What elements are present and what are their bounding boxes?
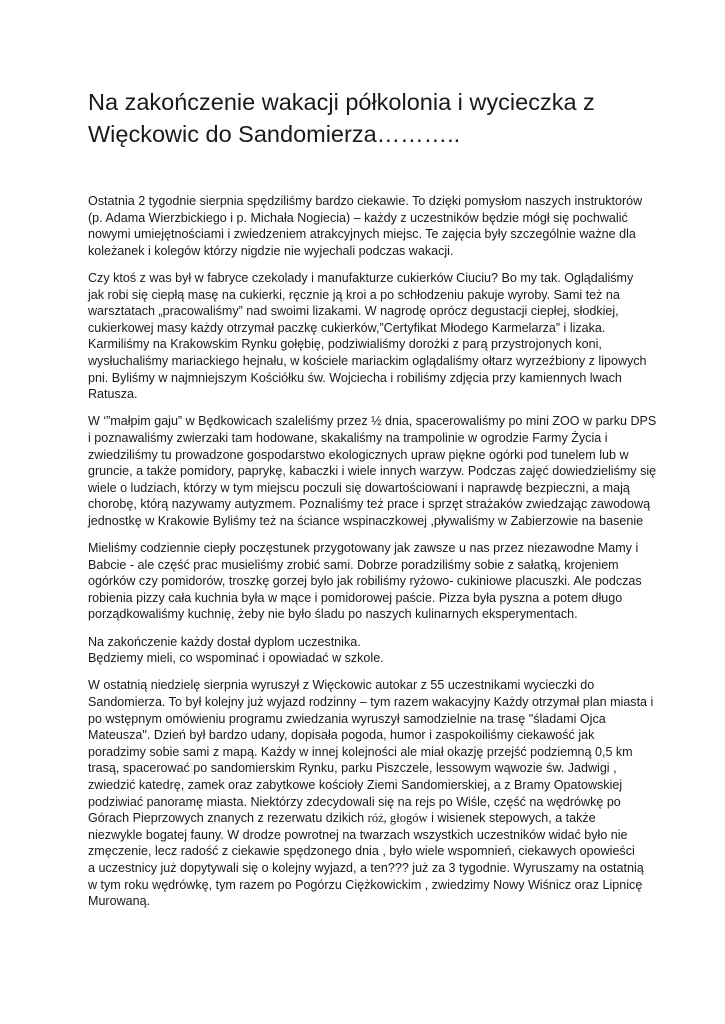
- text-line: zwiedziliśmy tu prowadzone gospodarstwo ekologicznych upraw piękne ogórki pod tunelem lub w: [88, 447, 629, 462]
- text-line: chorobę, którą nazywamy autyzmem. Poznaliśmy też prace i sprzęt strażaków zwiedzając zawodową: [88, 497, 651, 512]
- text-line: porządkowaliśmy kuchnię, żeby nie było śladu po naszych kulinarnych eksperymentach.: [88, 607, 578, 622]
- text-line: W ostatnią niedzielę sierpnia wyruszył z Więckowic autokar z 55 uczestnikami wycieczki do: [88, 678, 595, 693]
- text-line: zmęczenie, lecz radość z ciekawie spędzonego dnia , było wiele wspomnień, ciekawych opowieści: [88, 844, 635, 859]
- text-line: warsztatach „pracowaliśmy” nad swoimi lizakami. W nagrodę oprócz degustacji ciepłej, słodkiej,: [88, 304, 619, 319]
- text-line: W ‘”małpim gaju” w Będkowicach szaleliśmy przez ½ dnia, spacerowaliśmy po mini ZOO w parku DPS: [88, 414, 657, 429]
- text-line: Karmiliśmy na Krakowskim Rynku gołębię, podziwialiśmy dorożki z parą przystrojonych koni,: [88, 337, 602, 352]
- text-line: wysłuchaliśmy mariackiego hejnału, w kościele mariackim oglądaliśmy ołtarz wyrzeźbiony z lipowych: [88, 353, 647, 368]
- text-line: Babcie - ale część prac musieliśmy zrobić sami. Dobrze poradziliśmy sobie z sałatką, krojeniem: [88, 557, 619, 572]
- text-line: cukierkowej masy każdy otrzymał paczkę cukierków,”Certyfikat Młodego Karmelarza” i lizaka.: [88, 320, 606, 335]
- paragraph: [88, 413, 657, 529]
- text-line: robienia pizzy cała kuchnia była w mące i pomidorowej paście. Pizza była pyszna a potem długo: [88, 590, 623, 605]
- text-line: nowymi umiejętnościami i zwiedzeniem atrakcyjnych miejsc. Te zajęcia były szczególnie ważne dla: [88, 227, 636, 242]
- text-line: niezwykle bogatej fauny. W drodze powrotnej na twarzach wszystkich uczestników widać było nie: [88, 827, 628, 842]
- document-body: [88, 193, 657, 920]
- text-line: Murowaną.: [88, 894, 151, 909]
- text-line: pni. Byliśmy w najmniejszym Kościółku św. Wojciecha i robiliśmy zdjęcia przy kamiennych lwach: [88, 370, 622, 385]
- text-line: Sandomierza. To był kolejny już wyjazd rodzinny – tym razem wakacyjny Każdy otrzymał plan miasta i: [88, 695, 654, 709]
- text-line: poradzimy sobie sami z mapą. Każdy w innej kolejności ale miał okazję przejść podziemną 0,5 km: [88, 744, 633, 759]
- text-line: gruncie, a także pomidory, paprykę, kabaczki i wiele innych warzyw. Podczas zajęć dowiedzieliśmy się: [88, 464, 657, 479]
- text-line: Czy ktoś z was był w fabryce czekolady i manufakturze cukierków Ciuciu? Bo my tak. Oglądaliśmy: [88, 270, 634, 285]
- text-line: Mieliśmy codziennie ciepły poczęstunek przygotowany jak zawsze u nas przez niezawodne Mamy i: [88, 541, 639, 556]
- paragraph: [88, 193, 644, 259]
- paragraph: [88, 540, 644, 623]
- text-line: podziwiać panoramę miasta. Niektórzy zdecydowali się na rejs po Wiśle, część na wędrówkę po: [88, 794, 621, 809]
- text-line: Będziemy mieli, co wspominać i opowiadać w szkole.: [88, 651, 384, 666]
- title-line: Na zakończenie wakacji półkolonia i wycieczka z: [88, 89, 595, 115]
- text-line: jak robi się ciepłą masę na cukierki, ręcznie ją kroi a po schłodzeniu pakuje wyroby. Sami też na: [88, 287, 620, 302]
- text-line: i poznawaliśmy zwierzaki tam hodowane, skakaliśmy na trampolinie w ogrodzie Farmy Życia i: [88, 430, 608, 445]
- document-title: [88, 86, 644, 150]
- text-line: wiele o ludziach, którzy w tym miejscu poczuli się dowartościowani i naprawdę bezpieczni, a mają: [88, 480, 630, 495]
- text-line: (p. Adama Wierzbickiego i p. Michała Nogiecia) – każdy z uczestników będzie mógł się pochwalić: [88, 210, 628, 225]
- text-line: Ratusza.: [88, 387, 138, 402]
- text-line: jednostkę w Krakowie Byliśmy też na ściance wspinaczkowej ,pływaliśmy w Zabierzowie na basenie: [88, 513, 644, 528]
- text-line: koleżanek i kolegów którzy nigdzie nie wyjechali podczas wakacji.: [88, 243, 454, 258]
- text-line: Mateusza". Dzień był bardzo udany, dopisała pogoda, humor i zaspokoiliśmy ciekawość jak: [88, 728, 595, 743]
- text-line: trasą, spacerować po sandomierskim Rynku, parku Piszczele, lessowym wąwozie św. Jadwigi ,: [88, 761, 617, 776]
- text-line: Górach Pieprzowych znanych z rezerwatu dzikich róż, głogów i wisienek stepowych, a także: [88, 811, 596, 826]
- text-line: a uczestnicy już dopytywali się o kolejny wyjazd, a ten??? już za 3 tygodnie. Wyruszamy na ostatnią: [88, 860, 644, 875]
- paragraph: [88, 634, 644, 667]
- title-line: Więckowic do Sandomierza………..: [88, 121, 461, 147]
- document-header: [88, 86, 644, 150]
- paragraph: [88, 677, 654, 909]
- text-line: Na zakończenie każdy dostał dyplom uczestnika.: [88, 634, 361, 649]
- text-line: ogórków czy pomidorów, troszkę gorzej było jak robiliśmy ryżowo- cukiniowe placuszki. Ale podczas: [88, 574, 642, 589]
- text-line: Ostatnia 2 tygodnie sierpnia spędziliśmy bardzo ciekawie. To dzięki pomysłom naszych instruktorów: [88, 194, 643, 208]
- paragraph: [88, 270, 647, 403]
- text-line: po wstępnym omówieniu programu zwiedzania wyruszył samodzielnie na trasę "śladami Ojca: [88, 711, 606, 726]
- text-line: zwiedzić katedrę, zamek oraz zabytkowe kościoły Ziemi Sandomierskiej, a z Bramy Opatowskiej: [88, 777, 623, 792]
- text-line: w tym roku wędrówkę, tym razem po Pogórzu Ciężkowickim , zwiedzimy Nowy Wiśnicz oraz Lipnicę: [88, 877, 643, 892]
